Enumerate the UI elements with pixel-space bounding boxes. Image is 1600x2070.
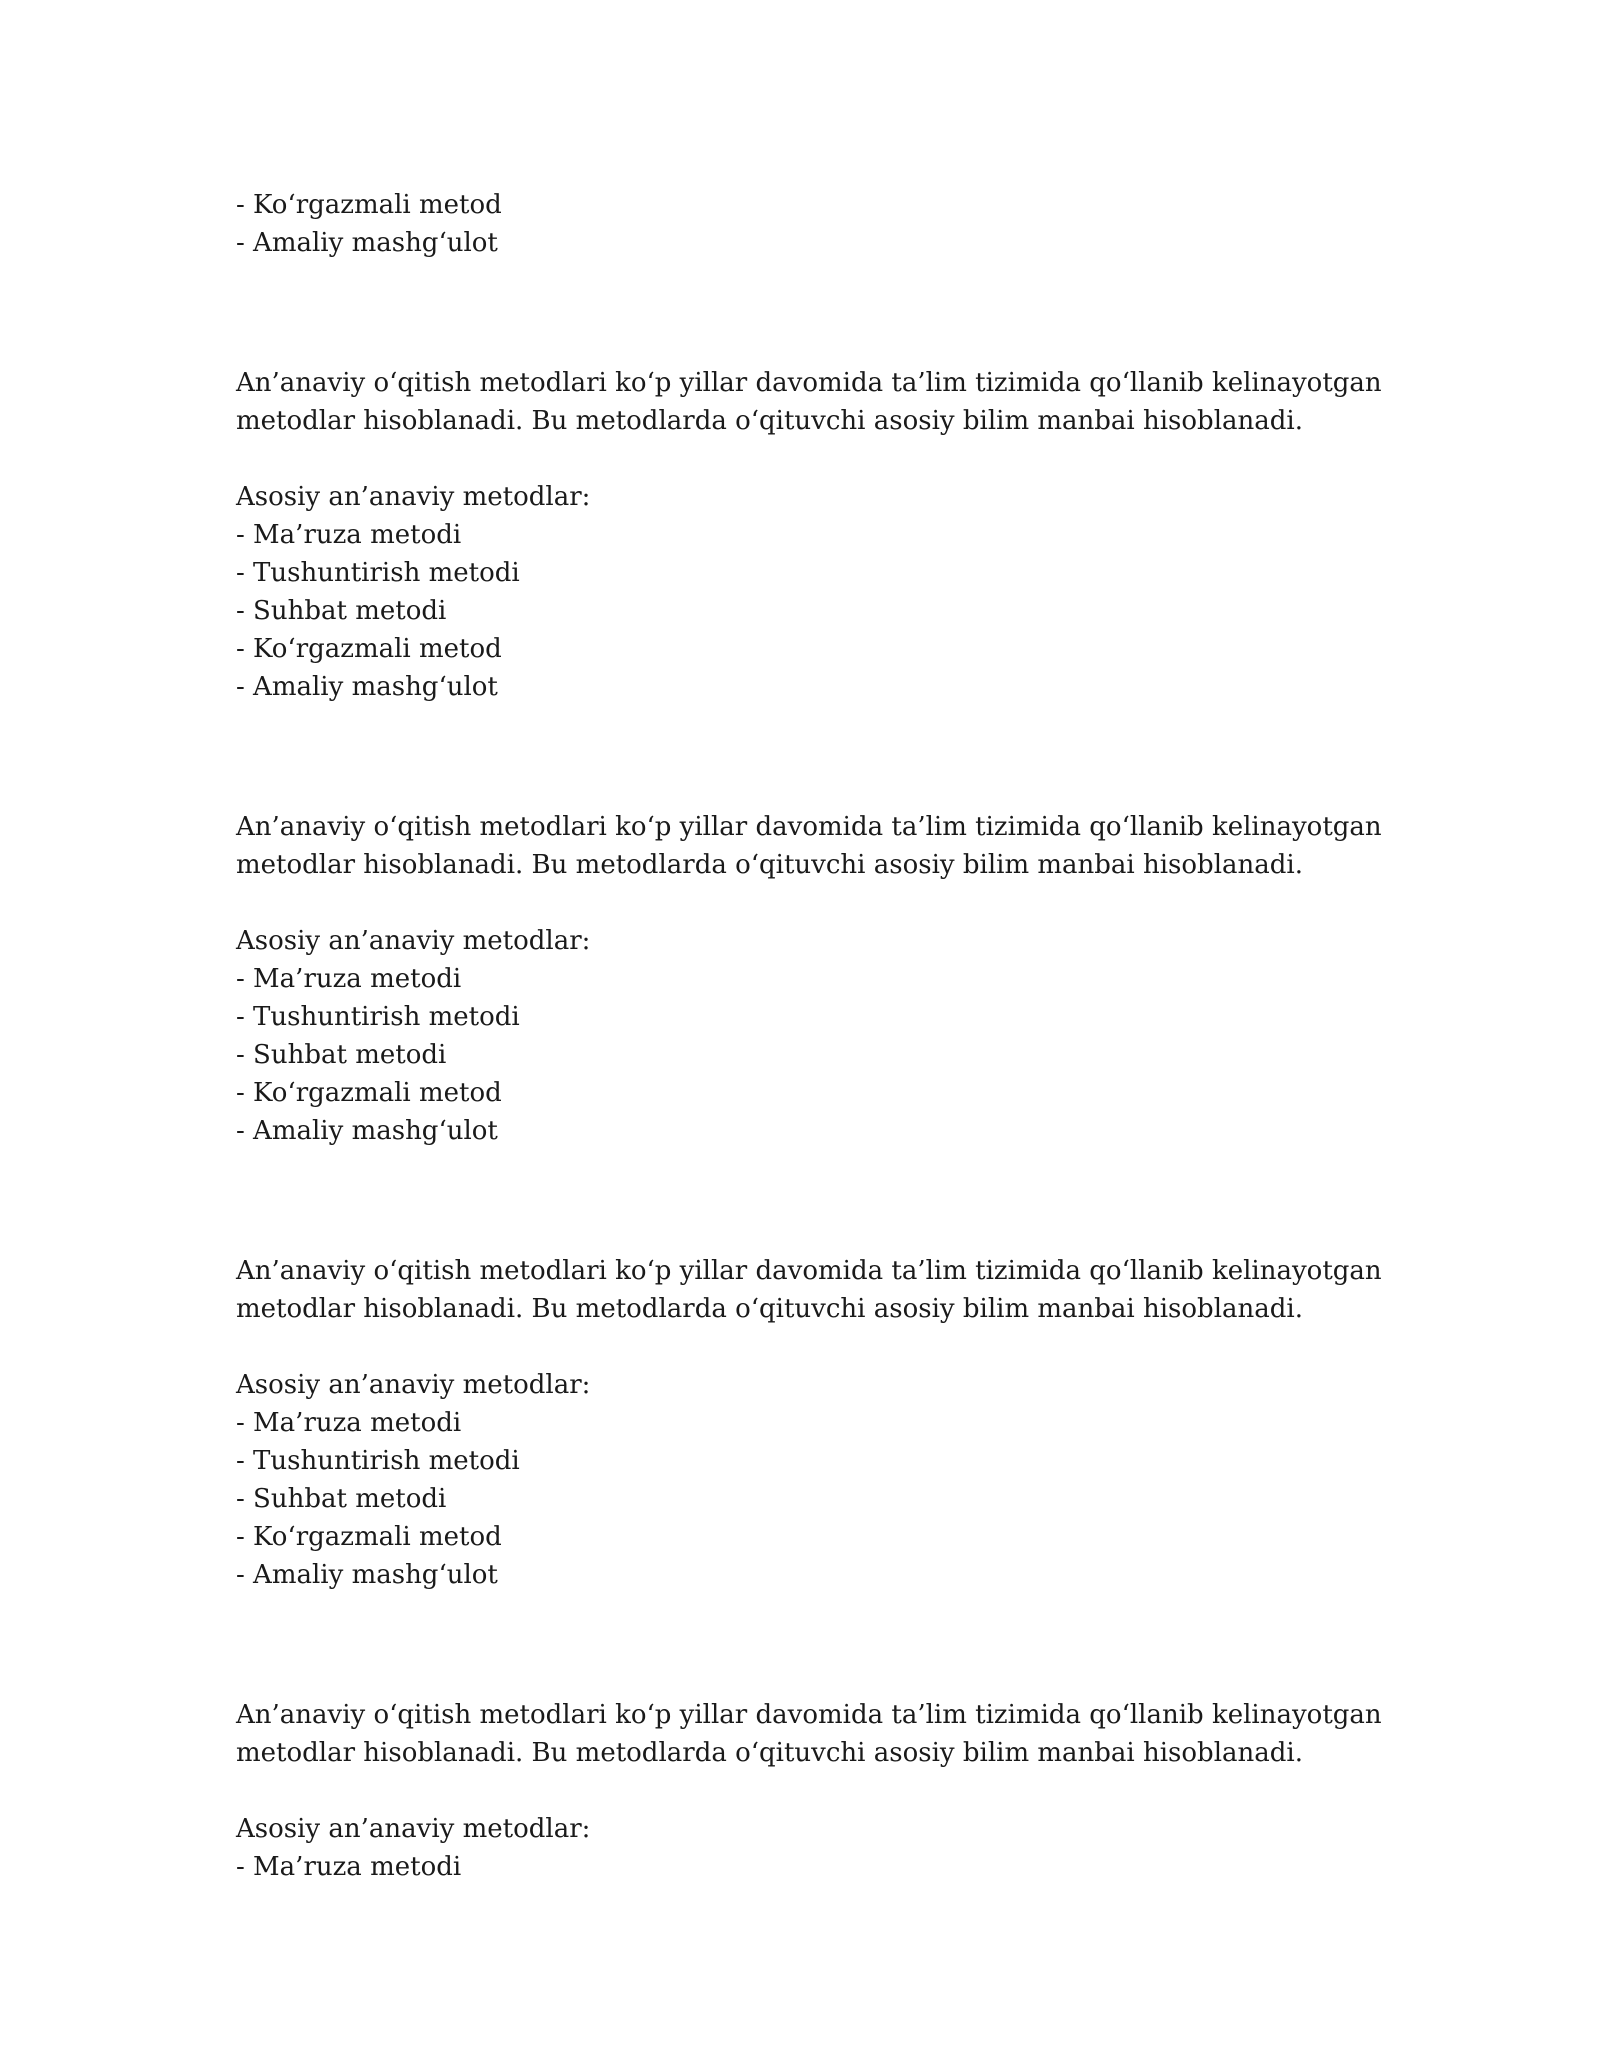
paragraph-line: metodlar hisoblanadi. Bu metodlarda o‘qituvchi asosiy bilim manbai hisoblanadi. bbox=[236, 1294, 1303, 1324]
text-block bbox=[236, 808, 1382, 1150]
list-item: - Suhbat metodi bbox=[236, 1484, 447, 1514]
paragraph-line: metodlar hisoblanadi. Bu metodlarda o‘qituvchi asosiy bilim manbai hisoblanadi. bbox=[236, 850, 1303, 880]
list-item: - Tushuntirish metodi bbox=[236, 558, 520, 588]
paragraph-line: An’anaviy o‘qitish metodlari ko‘p yillar davomida ta’lim tizimida qo‘llanib kelinayotgan bbox=[236, 1256, 1382, 1286]
text-block bbox=[236, 364, 1382, 706]
list-item: - Ma’ruza metodi bbox=[236, 1852, 462, 1882]
list-title: Asosiy an’anaviy metodlar: bbox=[236, 1814, 591, 1844]
list-item: - Ko‘rgazmali metod bbox=[236, 634, 502, 664]
list-item: - Ma’ruza metodi bbox=[236, 964, 462, 994]
text-block bbox=[236, 1696, 1382, 1886]
list-item: - Tushuntirish metodi bbox=[236, 1002, 520, 1032]
list-item: - Ko‘rgazmali metod bbox=[236, 1078, 502, 1108]
list-item: - Ma’ruza metodi bbox=[236, 520, 462, 550]
paragraph-line: metodlar hisoblanadi. Bu metodlarda o‘qituvchi asosiy bilim manbai hisoblanadi. bbox=[236, 1738, 1303, 1768]
list-item: - Amaliy mashg‘ulot bbox=[236, 1116, 498, 1146]
intro-list bbox=[236, 186, 1376, 262]
paragraph-line: metodlar hisoblanadi. Bu metodlarda o‘qituvchi asosiy bilim manbai hisoblanadi. bbox=[236, 406, 1303, 436]
paragraph-line: An’anaviy o‘qitish metodlari ko‘p yillar davomida ta’lim tizimida qo‘llanib kelinayotgan bbox=[236, 812, 1382, 842]
list-item: - Tushuntirish metodi bbox=[236, 1446, 520, 1476]
list-item: - Suhbat metodi bbox=[236, 1040, 447, 1070]
list-item: - Amaliy mashg‘ulot bbox=[236, 672, 498, 702]
list-title: Asosiy an’anaviy metodlar: bbox=[236, 482, 591, 512]
list-title: Asosiy an’anaviy metodlar: bbox=[236, 1370, 591, 1400]
list-item: - Ma’ruza metodi bbox=[236, 1408, 462, 1438]
document-page bbox=[236, 186, 1382, 1886]
list-item: - Amaliy mashg‘ulot bbox=[236, 1560, 498, 1590]
list-item: - Ko‘rgazmali metod bbox=[236, 1522, 502, 1552]
list-title: Asosiy an’anaviy metodlar: bbox=[236, 926, 591, 956]
list-item: - Ko‘rgazmali metod bbox=[236, 190, 502, 220]
text-block bbox=[236, 1252, 1382, 1594]
paragraph-line: An’anaviy o‘qitish metodlari ko‘p yillar davomida ta’lim tizimida qo‘llanib kelinayotgan bbox=[236, 368, 1382, 398]
list-item: - Suhbat metodi bbox=[236, 596, 447, 626]
paragraph-line: An’anaviy o‘qitish metodlari ko‘p yillar davomida ta’lim tizimida qo‘llanib kelinayotgan bbox=[236, 1700, 1382, 1730]
list-item: - Amaliy mashg‘ulot bbox=[236, 228, 498, 258]
